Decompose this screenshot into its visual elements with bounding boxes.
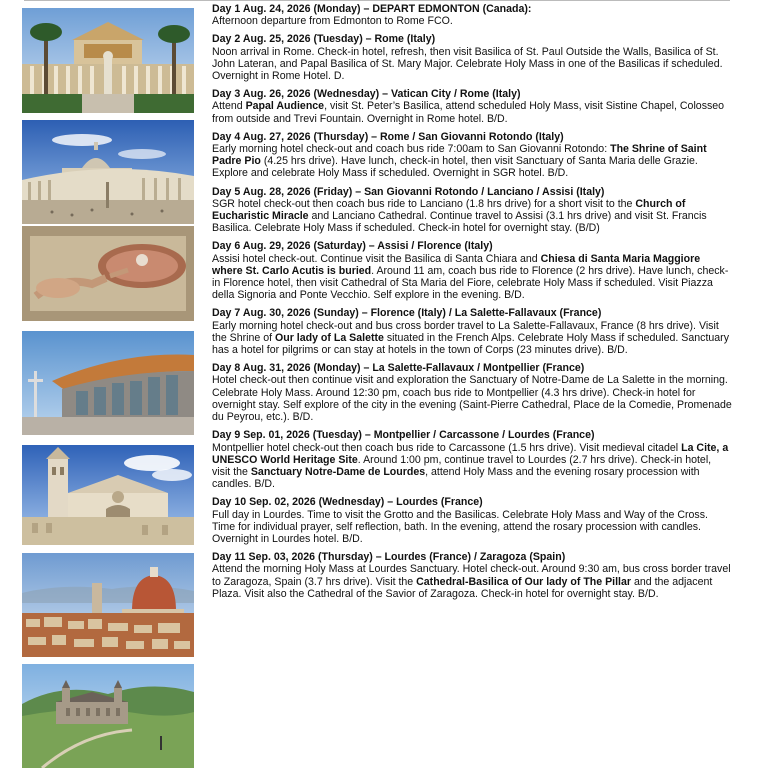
description-text: and Lanciano Cathedral. Continue travel to Assisi (3.1 hrs drive) and visit St. Francis Basilica. Celebrate Holy Mass if scheduled. Check-in hotel for overnight stay. (B/D) [212, 210, 707, 235]
day-header: Day 7 Aug. 30, 2026 (Sunday) – Florence (Italy) / La Salette-Fallavaux (France) [212, 307, 602, 320]
day-description [212, 100, 732, 124]
day-description [212, 320, 732, 357]
day-header: Day 4 Aug. 27, 2026 (Thursday) – Rome / San Giovanni Rotondo (Italy) [212, 130, 564, 143]
day-description [212, 46, 732, 83]
description-text: Hotel check-out then continue visit and exploration the Sanctuary of Notre-Dame de La Salette in the morning. Celebrate Holy Mass. Around 12:30 pm, coach bus ride to Montpellier (4.3 hrs drive). Check-in hotel for overnight stay. Self explore of the city in the evening (Saint-Pierre Cathedral, Place de la Comedie, Promenade du Peyrou, etc.). B/D. [212, 374, 732, 424]
day-description [212, 563, 732, 600]
la-salette-sanctuary-photo [22, 664, 194, 768]
itinerary [212, 3, 732, 606]
highlight-text: La Cite, a UNESCO World Heritage Site [212, 441, 729, 466]
itinerary-day [212, 3, 732, 27]
day-header: Day 6 Aug. 29, 2026 (Saturday) – Assisi / Florence (Italy) [212, 240, 493, 253]
day-header: Day 8 Aug. 31, 2026 (Monday) – La Salette-Fallavaux / Montpellier (France) [212, 362, 585, 375]
highlight-text: Our lady of La Salette [275, 331, 384, 344]
itinerary-day [212, 131, 732, 180]
day-description [212, 253, 732, 302]
description-text: Noon arrival in Rome. Check-in hotel, refresh, then visit Basilica of St. Paul Outside the Walls, Basilica of St. John Lateran, and Papal Basilica of St. Mary Major. Celebrate Holy Mass in one of the Basilicas if scheduled. Overnight in Rome Hotel. D. [212, 45, 723, 83]
day-header: Day 5 Aug. 28, 2026 (Friday) – San Giovanni Rotondo / Lanciano / Assisi (Italy) [212, 185, 605, 198]
day-description [212, 509, 732, 546]
description-text: , attend Holy Mass and the evening rosary procession with candles. B/D. [212, 465, 700, 491]
day-description [212, 442, 732, 491]
highlight-text: The Shrine of Saint Padre Pio [212, 143, 707, 168]
highlight-text: Sanctuary Notre-Dame de Lourdes [250, 465, 426, 478]
day-header: Day 10 Sep. 02, 2026 (Wednesday) – Lourdes (France) [212, 496, 483, 509]
top-divider [24, 0, 730, 1]
highlight-text: Church of Eucharistic Miracle [212, 197, 686, 223]
day-header: Day 3 Aug. 26, 2026 (Wednesday) – Vatican City / Rome (Italy) [212, 88, 521, 101]
day-description [212, 198, 732, 235]
itinerary-day [212, 240, 732, 301]
florence-cathedral-photo [22, 553, 194, 657]
description-text: Early morning hotel check-out and bus cross border travel to La Salette-Fallavaux, France (8 hrs drive). Visit the Shrine of [212, 319, 719, 344]
itinerary-day [212, 429, 732, 490]
description-text: (4.25 hrs drive). Have lunch, check-in hotel, then visit Sanctuary of Santa Maria delle Grazie. Explore and celebrate Holy Mass if scheduled. Overnight in SGR hotel. B/D. [212, 155, 698, 180]
description-text: Full day in Lourdes. Time to visit the Grotto and the Basilicas. Celebrate Holy Mass and Way of the Cross. Time for individual prayer, self reflection, bath. In the evening, attend the rosary procession with candles. Overnight in Lourdes hotel. B/D. [212, 508, 708, 545]
description-text: situated in the French Alps. Celebrate Holy Mass if scheduled. Sanctuary has a hotel for pilgrims or can stay at hotels in the town of Corps (23 minutes drive). B/D. [212, 331, 729, 357]
day-header: Day 9 Sep. 01, 2026 (Tuesday) – Montpellier / Carcassone / Lourdes (France) [212, 429, 595, 442]
itinerary-day [212, 362, 732, 423]
description-text: Assisi hotel check-out. Continue visit the Basilica di Santa Chiara and [212, 252, 541, 265]
description-text: SGR hotel check-out then coach bus ride to Lanciano (1.8 hrs drive) for a short visit to the [212, 197, 636, 210]
highlight-text: Cathedral-Basilica of Our lady of The Pillar [416, 575, 632, 588]
itinerary-day [212, 88, 732, 125]
day-description [212, 15, 732, 27]
description-text: Early morning hotel check-out and coach bus ride 7:00am to San Giovanni Rotondo: [212, 143, 611, 156]
basilica-st-paul-photo [22, 8, 194, 113]
description-text: . Around 11 am, coach bus ride to Florence (2 hrs drive). Have lunch, check-in Florence hotel, then visit Cathedral of Sta Maria del Fiore, celebrate Holy Mass if scheduled. Visit Piazza della Signoria and Ponte Vecchio. Self explore in the evening. B/D. [212, 264, 729, 302]
itinerary-day [212, 307, 732, 356]
highlight-text: Chiesa di Santa Maria Maggiore where St. Carlo Acutis is buried [212, 252, 701, 277]
day-header: Day 1 Aug. 24, 2026 (Monday) – DEPART EDMONTON (Canada): [212, 3, 532, 15]
itinerary-day [212, 186, 732, 235]
description-text: Attend [212, 100, 246, 113]
itinerary-day [212, 551, 732, 600]
description-text: Attend the morning Holy Mass at Lourdes Sanctuary. Hotel check-out. Around 9:30 am, bus cross border travel to Zaragoza, Spain (3.7 hrs drive). Visit the [212, 563, 731, 588]
description-text: Montpellier hotel check-out then coach bus ride to Carcassone (1.5 hrs drive). Visit medieval citadel [212, 441, 682, 454]
st-peters-square-photo [22, 120, 194, 224]
day-header: Day 11 Sep. 03, 2026 (Thursday) – Lourdes (France) / Zaragoza (Spain) [212, 551, 566, 564]
description-text: and the adjacent Plaza. Visit also the Cathedral of the Savior of Zaragoza. Check-in hotel for overnight stay. B/D. [212, 575, 713, 600]
day-description [212, 374, 732, 423]
sistine-chapel-fresco-photo [22, 226, 194, 321]
day-header: Day 2 Aug. 25, 2026 (Tuesday) – Rome (Italy) [212, 33, 436, 46]
description-text: . Around 1:00 pm, continue travel to Lourdes (2.7 hrs drive). Check-in hotel, visit the [212, 453, 712, 478]
description-text: Afternoon departure from Edmonton to Rome FCO. [212, 15, 453, 28]
itinerary-day [212, 496, 732, 545]
day-description [212, 143, 732, 180]
highlight-text: Papal Audience [245, 100, 325, 113]
padre-pio-church-photo [22, 331, 194, 435]
assisi-basilica-photo [22, 445, 194, 545]
itinerary-day [212, 33, 732, 82]
description-text: , visit St. Peter’s Basilica, attend scheduled Holy Mass, visit Sistine Chapel, Colosseo from outside and Trevi Fountain. Overnight in Rome hotel. B/D. [212, 100, 725, 125]
